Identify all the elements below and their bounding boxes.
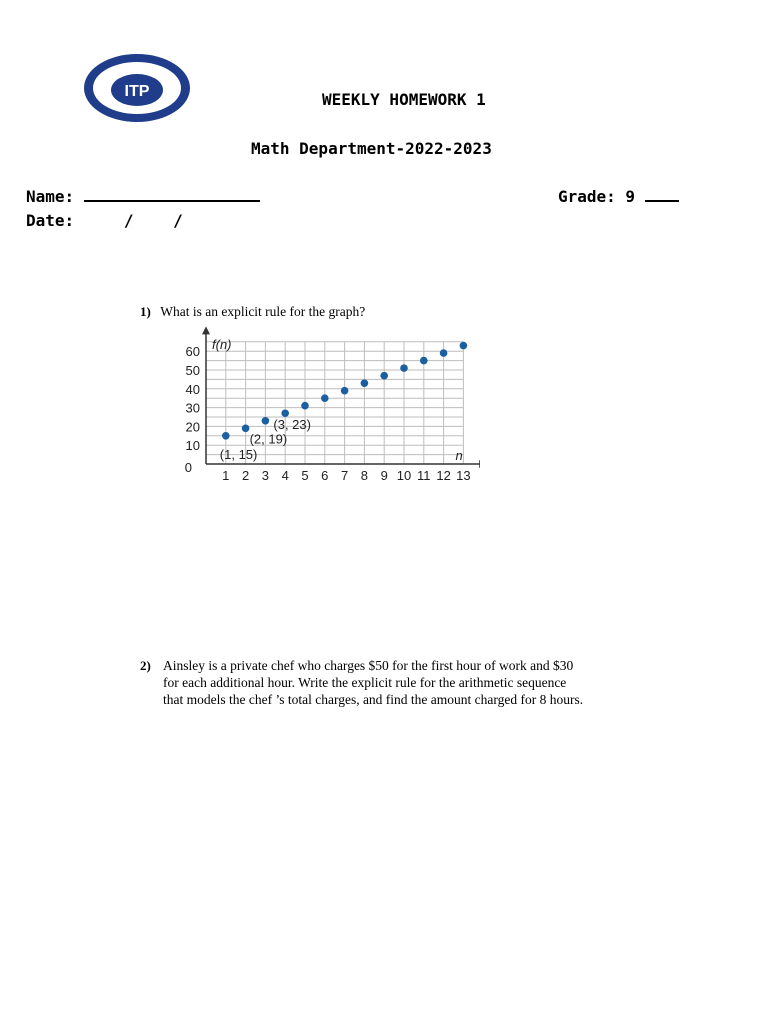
y-tick-label: 30 [185, 400, 200, 416]
y-axis-label: f(n) [212, 337, 232, 353]
data-point [301, 402, 309, 410]
y-tick-label: 60 [185, 344, 200, 360]
data-point [341, 387, 349, 395]
question-number: 1) [140, 304, 151, 319]
point-annotation: (2, 19) [249, 431, 288, 447]
point-annotation: (3, 23) [273, 416, 311, 432]
x-tick-label: 11 [417, 468, 431, 483]
question-text [163, 657, 663, 708]
y-tick-label: 20 [185, 419, 200, 435]
x-tick-label: 12 [436, 468, 451, 483]
data-point [400, 364, 408, 372]
data-point [440, 349, 448, 357]
question-number: 2) [140, 658, 151, 673]
x-tick-label: 10 [396, 468, 412, 483]
question-text: What is an explicit rule for the graph? [160, 304, 366, 319]
y-axis-arrow [202, 326, 210, 334]
data-point [321, 394, 329, 402]
sequence-graph [180, 326, 480, 491]
y-tick-label: 50 [185, 363, 200, 378]
page-title: WEEKLY HOMEWORK 1 [322, 90, 486, 109]
data-point [460, 342, 468, 350]
name-label: Name: [26, 187, 75, 206]
question-line: that models the chef ’s total charges, and find the amount charged for 8 hours. [163, 692, 584, 707]
date-row [26, 211, 183, 230]
x-tick-label: 1 [222, 468, 230, 483]
question-1 [140, 303, 365, 320]
name-row [26, 186, 260, 206]
data-point [420, 357, 428, 365]
data-point [262, 417, 270, 425]
x-axis-label: n [455, 448, 463, 463]
name-field[interactable] [84, 186, 260, 202]
point-annotation: (1, 15) [219, 446, 258, 462]
department-title: Math Department-2022-2023 [251, 139, 492, 158]
question-line: for each additional hour. Write the explicit rule for the arithmetic sequence [163, 675, 567, 690]
x-tick-label: 5 [301, 468, 309, 483]
date-separator-1: / [123, 211, 134, 230]
data-point [361, 379, 369, 387]
svg-text:ITP: ITP [124, 83, 150, 100]
x-tick-label: 13 [456, 468, 471, 483]
date-label: Date: [26, 211, 75, 230]
grade-field[interactable] [645, 186, 679, 202]
data-point [242, 424, 250, 432]
x-tick-label: 6 [321, 468, 329, 483]
x-tick-label: 2 [241, 468, 250, 483]
y-tick-label: 0 [184, 460, 192, 475]
x-tick-label: 4 [281, 468, 289, 483]
date-separator-2: / [173, 211, 183, 230]
y-tick-label: 40 [185, 381, 200, 397]
school-logo [82, 52, 192, 124]
x-tick-label: 3 [261, 468, 270, 483]
x-tick-label: 9 [380, 468, 388, 483]
x-axis-arrow [479, 460, 480, 468]
question-line: Ainsley is a private chef who charges $50 for the first hour of work and $30 [163, 658, 574, 673]
data-point [222, 432, 230, 440]
x-tick-label: 7 [340, 468, 349, 483]
data-point [380, 372, 388, 380]
y-tick-label: 10 [185, 438, 200, 454]
grade-row [558, 186, 679, 206]
x-tick-label: 8 [360, 468, 369, 483]
grade-label: Grade: 9 [558, 187, 636, 206]
